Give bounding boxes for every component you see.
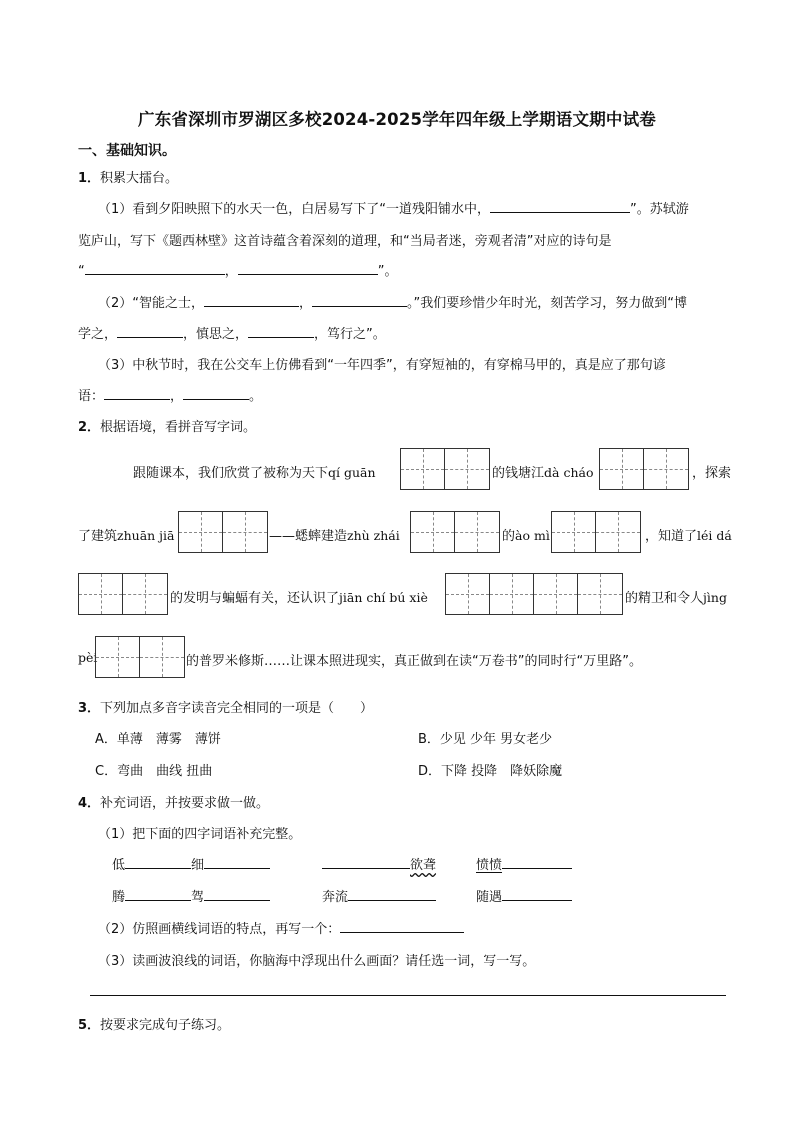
grid-cell[interactable]: [578, 574, 622, 614]
pinyin: jìng: [703, 590, 727, 605]
answer-blank[interactable]: [85, 260, 225, 275]
pinyin: qí guān: [328, 465, 376, 480]
q1-part1-line3: [78, 260, 398, 279]
answer-blank[interactable]: [348, 886, 436, 901]
text: ，慎思之，: [183, 327, 249, 342]
grid-cell[interactable]: [596, 512, 640, 552]
text: （2）仿照画横线词语的特点，再写一个：: [98, 922, 341, 937]
pinyin: ào mì: [515, 528, 550, 543]
option-d[interactable]: D．下降 投降 降妖除魔: [418, 764, 563, 779]
q2-line1-text-a: [133, 462, 376, 481]
option-a[interactable]: A．单薄 薄雾 薄饼: [95, 732, 221, 747]
pinyin: zhù zhái: [347, 528, 400, 543]
text: ”。苏轼游: [630, 202, 689, 217]
text: ，: [299, 296, 313, 311]
question-text: 补充词语，并按要求做一做。: [100, 796, 270, 811]
idiom-6: [476, 886, 572, 905]
question-text: 下列加点多音字读音完全相同的一项是（ ）: [100, 701, 374, 716]
idiom-1: [112, 854, 270, 873]
pinyin: léi dá: [697, 528, 732, 543]
text: ，笃行之”。: [314, 327, 386, 342]
grid-cell[interactable]: [490, 574, 534, 614]
q1-part1-line2: 览庐山，写下《题西林壁》这首诗蕴含着深刻的道理，和“当局者迷，旁观者清”对应的诗句是: [78, 234, 612, 249]
q2-line1-text-b: [492, 462, 593, 481]
q2-line1-text-c: ，探索: [692, 466, 732, 481]
grid-cell[interactable]: [445, 449, 489, 489]
text: ——蟋蟀建造: [269, 529, 348, 544]
text: 的钱塘江: [492, 466, 545, 481]
answer-blank[interactable]: [502, 854, 572, 869]
answer-blank[interactable]: [490, 198, 630, 213]
idiom-5: [322, 886, 436, 905]
text: 了建筑: [78, 529, 118, 544]
answer-blank[interactable]: [204, 292, 299, 307]
grid-cell[interactable]: [644, 449, 688, 489]
question-text: 根据语境，看拼音写字词。: [100, 420, 257, 435]
text: 的发明与蝙蝠有关，还认识了: [170, 591, 340, 606]
q2-line2-text-c: [502, 525, 550, 544]
idiom-3: [476, 854, 572, 873]
text: ，: [170, 389, 184, 404]
answer-blank[interactable]: [183, 385, 249, 400]
idiom-4: [112, 886, 270, 905]
grid-cell[interactable]: [179, 512, 223, 552]
answer-blank[interactable]: [204, 886, 270, 901]
text: 的精卫和令人: [625, 591, 704, 606]
text: 语：: [78, 389, 105, 404]
text: ，知道了: [645, 529, 698, 544]
answer-line[interactable]: [90, 995, 726, 996]
question-1-stem: [78, 167, 178, 186]
text: 学之，: [78, 327, 118, 342]
text: （2）“智能之士，: [98, 296, 205, 311]
writing-grid-2[interactable]: [551, 511, 641, 553]
grid-cell[interactable]: [446, 574, 490, 614]
text: “: [78, 264, 85, 279]
text: 。”我们要珍惜少年时光，刻苦学习，努力做到“博: [407, 296, 688, 311]
question-number: 2．: [78, 420, 101, 435]
q1-part3-line1: （3）中秋节时，我在公交车上仿佛看到“一年四季”，有穿短袖的，有穿棉马甲的，真是应了那句谚: [98, 358, 666, 373]
answer-blank[interactable]: [117, 323, 183, 338]
text: 奔流: [322, 890, 349, 905]
grid-cell[interactable]: [534, 574, 578, 614]
text: 。: [249, 389, 263, 404]
answer-blank[interactable]: [322, 854, 410, 869]
q1-part3-line2: [78, 385, 262, 404]
pinyin: jiān chí bú xiè: [339, 590, 428, 605]
writing-grid-2[interactable]: [400, 448, 490, 490]
text: （1）看到夕阳映照下的水天一色，白居易写下了“一道残阳铺水中，: [98, 202, 491, 217]
q4-sub3: （3）读画波浪线的词语，你脑海中浮现出什么画面？请任选一词，写一写。: [98, 954, 536, 969]
question-number: 3．: [78, 701, 101, 716]
q2-line2-text-b: [269, 525, 400, 544]
answer-blank[interactable]: [312, 292, 407, 307]
question-2-stem: [78, 416, 256, 435]
option-b[interactable]: B．少见 少年 男女老少: [418, 732, 553, 747]
writing-grid-2[interactable]: [178, 511, 268, 553]
text: ，: [224, 264, 238, 279]
underlined-word: 愤愤: [476, 858, 503, 873]
section-heading-basics: 一、基础知识。: [78, 143, 176, 159]
q2-line2-text-a: [78, 525, 175, 544]
wavy-word: 欲聋: [410, 858, 437, 873]
text: 跟随课本，我们欣赏了被称为天下: [133, 466, 329, 481]
q2-line3-text-b: [625, 587, 727, 606]
pinyin: pèi: [78, 650, 98, 665]
grid-cell[interactable]: [401, 449, 445, 489]
answer-blank[interactable]: [125, 886, 191, 901]
answer-blank[interactable]: [204, 854, 270, 869]
writing-grid-2[interactable]: [78, 573, 168, 615]
answer-blank[interactable]: [104, 385, 170, 400]
question-3-stem: [78, 697, 373, 716]
text: 腾: [112, 890, 126, 905]
question-4-stem: [78, 792, 269, 811]
q4-sub1: （1）把下面的四字词语补充完整。: [98, 827, 302, 842]
question-text: 积累大擂台。: [100, 171, 179, 186]
text: 低: [112, 858, 126, 873]
exam-title: 广东省深圳市罗湖区多校2024-2025学年四年级上学期语文期中试卷: [138, 110, 656, 129]
writing-grid-2[interactable]: [95, 636, 185, 678]
grid-cell[interactable]: [600, 449, 644, 489]
q1-part2-line1: [98, 292, 687, 311]
writing-grid-4[interactable]: [445, 573, 623, 615]
q1-part1-line1: [98, 198, 689, 217]
q2-line3-text-a: [170, 587, 428, 606]
grid-cell[interactable]: [96, 637, 140, 677]
question-text: 按要求完成句子练习。: [100, 1018, 231, 1033]
q1-part2-line2: [78, 323, 386, 342]
text: ”。: [377, 264, 398, 279]
answer-blank[interactable]: [238, 260, 378, 275]
writing-grid-2[interactable]: [410, 511, 500, 553]
option-c[interactable]: C．弯曲 曲线 扭曲: [95, 764, 213, 779]
pinyin: zhuān jiā: [117, 528, 175, 543]
answer-blank[interactable]: [125, 854, 191, 869]
grid-cell[interactable]: [455, 512, 499, 552]
writing-grid-2[interactable]: [599, 448, 689, 490]
idiom-2: [322, 854, 436, 873]
q2-line2-text-d: [645, 525, 732, 544]
question-number: 5．: [78, 1018, 101, 1033]
grid-cell[interactable]: [79, 574, 123, 614]
grid-cell[interactable]: [552, 512, 596, 552]
text: 的: [502, 529, 516, 544]
answer-blank[interactable]: [248, 323, 314, 338]
text: 随遇: [476, 890, 503, 905]
pinyin: dà cháo: [544, 465, 594, 480]
text: 驾: [191, 890, 205, 905]
answer-blank[interactable]: [340, 918, 464, 933]
grid-cell[interactable]: [411, 512, 455, 552]
answer-blank[interactable]: [502, 886, 572, 901]
question-5-stem: [78, 1014, 230, 1033]
question-number: 1．: [78, 171, 101, 186]
text: 细: [191, 858, 205, 873]
q2-line4-text: 的普罗米修斯……让课本照进现实，真正做到在读“万卷书”的同时行“万里路”。: [186, 654, 642, 669]
question-number: 4．: [78, 796, 101, 811]
q4-sub2: [98, 918, 464, 937]
grid-cell[interactable]: [140, 637, 184, 677]
grid-cell[interactable]: [223, 512, 267, 552]
grid-cell[interactable]: [123, 574, 167, 614]
